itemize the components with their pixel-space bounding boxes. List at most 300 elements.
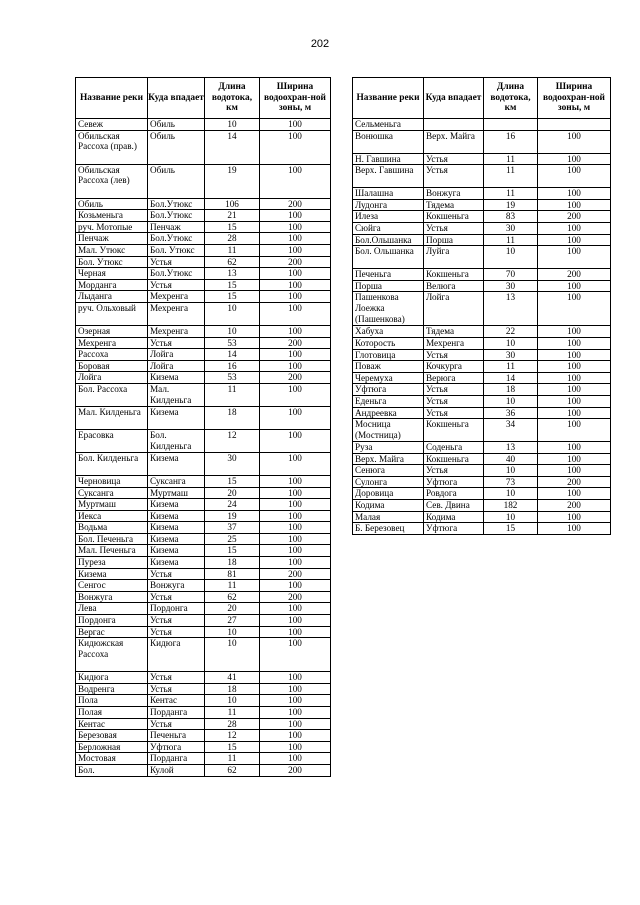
river-length: 10 <box>205 638 260 672</box>
table-row <box>76 568 331 580</box>
protection-width: 200 <box>538 269 611 281</box>
river-mouth: Верюга <box>424 372 484 384</box>
protection-width: 200 <box>260 256 331 268</box>
river-length: 15 <box>205 279 260 291</box>
river-name: Малая <box>353 511 424 523</box>
river-name: Бол. Килденьга <box>76 452 148 475</box>
table-row <box>353 130 611 153</box>
table-row <box>76 522 331 534</box>
river-mouth: Порданга <box>148 707 205 719</box>
river-name: Мосница (Мостница) <box>353 419 424 442</box>
river-mouth: Устья <box>148 591 205 603</box>
river-mouth: Кентас <box>148 695 205 707</box>
river-mouth: Устья <box>148 615 205 627</box>
river-length: 10 <box>205 302 260 325</box>
river-mouth: Вонжуга <box>424 188 484 200</box>
protection-width: 200 <box>260 764 331 776</box>
river-length: 11 <box>205 580 260 592</box>
river-name: Сенюга <box>353 465 424 477</box>
river-mouth: Суксанга <box>148 475 205 487</box>
river-mouth: Устья <box>148 568 205 580</box>
river-length: 30 <box>484 222 538 234</box>
river-name: Бол. Утюкс <box>76 256 148 268</box>
river-length: 13 <box>205 268 260 280</box>
river-length: 13 <box>484 442 538 454</box>
header-length: Длина водотока, км <box>484 78 538 119</box>
protection-width: 100 <box>260 557 331 569</box>
table-row <box>76 429 331 452</box>
river-length: 30 <box>205 452 260 475</box>
river-name: Кодима <box>353 500 424 512</box>
table-row <box>76 683 331 695</box>
protection-width: 100 <box>260 221 331 233</box>
protection-width: 100 <box>538 246 611 269</box>
protection-width: 100 <box>260 753 331 765</box>
protection-width: 100 <box>538 442 611 454</box>
river-name: Черемуха <box>353 372 424 384</box>
river-mouth: Обиль <box>148 130 205 164</box>
river-length: 18 <box>484 384 538 396</box>
protection-width: 100 <box>260 291 331 303</box>
river-name: Глотовица <box>353 349 424 361</box>
protection-width: 100 <box>538 337 611 349</box>
river-mouth: Бол. Килденьга <box>148 429 205 452</box>
table-row <box>76 707 331 719</box>
table-row <box>76 325 331 337</box>
protection-width: 100 <box>260 603 331 615</box>
protection-width: 100 <box>260 164 331 198</box>
river-length: 27 <box>205 615 260 627</box>
river-name: Боровая <box>76 360 148 372</box>
river-length: 16 <box>484 130 538 153</box>
river-name: Поваж <box>353 361 424 373</box>
river-mouth: Обиль <box>148 164 205 198</box>
protection-width <box>538 119 611 131</box>
river-mouth: Пенчаж <box>148 221 205 233</box>
river-name: Которость <box>353 337 424 349</box>
river-length: 15 <box>484 523 538 535</box>
river-mouth: Соденьга <box>424 442 484 454</box>
river-name: Вонжуга <box>76 591 148 603</box>
river-length: 14 <box>205 349 260 361</box>
river-mouth: Порша <box>424 234 484 246</box>
table-row <box>353 511 611 523</box>
table-row <box>353 523 611 535</box>
river-name: Озерная <box>76 325 148 337</box>
river-mouth: Мехренга <box>148 325 205 337</box>
table-row <box>76 764 331 776</box>
river-mouth: Устья <box>424 395 484 407</box>
header-mouth: Куда впадает <box>424 78 484 119</box>
river-name: Морданга <box>76 279 148 291</box>
table-row <box>76 730 331 742</box>
river-length: 11 <box>484 361 538 373</box>
river-length: 62 <box>205 591 260 603</box>
river-name: руч. Мотопые <box>76 221 148 233</box>
river-name: Водьма <box>76 522 148 534</box>
protection-width: 100 <box>260 545 331 557</box>
table-row <box>76 672 331 684</box>
protection-width: 100 <box>260 638 331 672</box>
table-row <box>76 753 331 765</box>
protection-width: 200 <box>260 591 331 603</box>
river-length: 37 <box>205 522 260 534</box>
table-row <box>76 279 331 291</box>
river-length: 70 <box>484 269 538 281</box>
river-name: Обильская Рассоха (лев) <box>76 164 148 198</box>
protection-width: 100 <box>538 407 611 419</box>
river-length: 10 <box>484 337 538 349</box>
river-length: 81 <box>205 568 260 580</box>
protection-width: 100 <box>260 302 331 325</box>
river-mouth: Кулой <box>148 764 205 776</box>
river-name: Лева <box>76 603 148 615</box>
river-mouth: Устья <box>424 153 484 165</box>
river-name: Лудонга <box>353 199 424 211</box>
river-name: Обиль <box>76 198 148 210</box>
river-length: 16 <box>205 360 260 372</box>
river-mouth: Лойга <box>424 292 484 326</box>
river-mouth: Кизема <box>148 557 205 569</box>
river-length: 24 <box>205 499 260 511</box>
protection-width: 100 <box>260 580 331 592</box>
river-name: Мал. Печеньга <box>76 545 148 557</box>
river-length: 11 <box>484 153 538 165</box>
river-mouth: Вонжуга <box>148 580 205 592</box>
river-mouth: Лойга <box>148 360 205 372</box>
table-row <box>353 488 611 500</box>
protection-width: 200 <box>538 500 611 512</box>
table-row <box>353 165 611 188</box>
river-name: Березовая <box>76 730 148 742</box>
river-name: Пола <box>76 695 148 707</box>
river-name: Мал. Утюкс <box>76 244 148 256</box>
table-row <box>76 256 331 268</box>
river-mouth: Устья <box>424 349 484 361</box>
river-length: 12 <box>205 429 260 452</box>
protection-width: 100 <box>260 499 331 511</box>
river-length: 19 <box>205 510 260 522</box>
river-name: Лыданга <box>76 291 148 303</box>
river-name: Мехренга <box>76 337 148 349</box>
river-length: 11 <box>484 234 538 246</box>
table-row <box>353 349 611 361</box>
river-mouth: Кокшеньга <box>424 269 484 281</box>
river-name: Бол. <box>76 764 148 776</box>
river-length: 15 <box>205 741 260 753</box>
river-mouth: Ровдога <box>424 488 484 500</box>
river-length: 11 <box>205 244 260 256</box>
river-mouth: Устья <box>148 626 205 638</box>
table-row <box>353 337 611 349</box>
river-name: Ерасовка <box>76 429 148 452</box>
table-row <box>76 210 331 222</box>
river-table-right <box>352 77 611 535</box>
river-name: Берложная <box>76 741 148 753</box>
table-row <box>353 442 611 454</box>
table-row <box>76 198 331 210</box>
river-length: 62 <box>205 256 260 268</box>
table-row <box>353 372 611 384</box>
river-mouth: Кокшеньга <box>424 453 484 465</box>
protection-width: 100 <box>260 533 331 545</box>
river-length: 14 <box>484 372 538 384</box>
river-mouth: Кочкурга <box>424 361 484 373</box>
river-length: 15 <box>205 221 260 233</box>
table-row <box>76 545 331 557</box>
protection-width: 100 <box>260 695 331 707</box>
river-mouth: Бол. Утюкс <box>148 244 205 256</box>
table-row <box>76 164 331 198</box>
protection-width: 100 <box>260 730 331 742</box>
table-row <box>76 130 331 164</box>
table-row <box>76 741 331 753</box>
river-length: 41 <box>205 672 260 684</box>
river-name: Сулонга <box>353 476 424 488</box>
table-row <box>76 302 331 325</box>
table-row <box>76 475 331 487</box>
table-row <box>76 406 331 429</box>
protection-width: 100 <box>538 465 611 477</box>
river-name: Суксанга <box>76 487 148 499</box>
river-mouth: Печеньга <box>148 730 205 742</box>
table-row <box>76 487 331 499</box>
river-length: 30 <box>484 349 538 361</box>
river-name: Руза <box>353 442 424 454</box>
river-mouth: Сев. Двина <box>424 500 484 512</box>
river-mouth: Устья <box>424 165 484 188</box>
river-mouth: Кизема <box>148 406 205 429</box>
river-length: 11 <box>205 753 260 765</box>
river-name: Черновица <box>76 475 148 487</box>
river-length: 10 <box>484 246 538 269</box>
protection-width: 100 <box>260 210 331 222</box>
river-mouth: Устья <box>424 465 484 477</box>
river-length: 28 <box>205 718 260 730</box>
river-mouth: Кизема <box>148 499 205 511</box>
river-name: Верх. Гавшина <box>353 165 424 188</box>
header-length: Длина водотока, км <box>205 78 260 119</box>
river-name: Пенчаж <box>76 233 148 245</box>
river-length: 22 <box>484 326 538 338</box>
table-row <box>353 280 611 292</box>
protection-width: 100 <box>538 280 611 292</box>
table-row <box>353 419 611 442</box>
table-row <box>76 557 331 569</box>
table-row <box>353 211 611 223</box>
river-mouth: Кизема <box>148 545 205 557</box>
header-width: Ширина водоохран-ной зоны, м <box>538 78 611 119</box>
river-name: Обильская Рассоха (прав.) <box>76 130 148 164</box>
protection-width: 100 <box>260 406 331 429</box>
table-row <box>353 326 611 338</box>
river-mouth: Устья <box>424 407 484 419</box>
river-name: Верх. Майга <box>353 453 424 465</box>
river-length: 20 <box>205 603 260 615</box>
table-row <box>76 349 331 361</box>
river-mouth: Тядема <box>424 199 484 211</box>
river-name: Доровица <box>353 488 424 500</box>
protection-width: 100 <box>538 292 611 326</box>
river-name: Лойга <box>76 372 148 384</box>
table-row <box>76 591 331 603</box>
river-length: 18 <box>205 406 260 429</box>
river-mouth: Кизема <box>148 510 205 522</box>
table-row <box>76 603 331 615</box>
header-name: Название реки <box>76 78 148 119</box>
table-row <box>76 695 331 707</box>
protection-width: 100 <box>538 222 611 234</box>
river-mouth: Кизема <box>148 522 205 534</box>
river-name: Б. Березовец <box>353 523 424 535</box>
protection-width: 100 <box>260 279 331 291</box>
river-name: Печеньга <box>353 269 424 281</box>
river-length: 19 <box>205 164 260 198</box>
protection-width: 100 <box>538 361 611 373</box>
table-row <box>353 361 611 373</box>
header-row <box>353 78 611 119</box>
river-mouth: Устья <box>424 384 484 396</box>
protection-width: 100 <box>538 349 611 361</box>
protection-width: 100 <box>538 395 611 407</box>
river-mouth: Пордонга <box>148 603 205 615</box>
table-row <box>76 233 331 245</box>
protection-width: 200 <box>538 211 611 223</box>
river-mouth: Бол.Утюкс <box>148 198 205 210</box>
protection-width: 100 <box>260 130 331 164</box>
protection-width: 100 <box>260 475 331 487</box>
river-mouth: Кизема <box>148 372 205 384</box>
river-mouth: Мал. Килденьга <box>148 383 205 406</box>
protection-width: 100 <box>260 452 331 475</box>
river-length: 19 <box>484 199 538 211</box>
river-name: Н. Гавшина <box>353 153 424 165</box>
river-name: Бол.Ольшанка <box>353 234 424 246</box>
river-name: Сенгос <box>76 580 148 592</box>
river-mouth: Устья <box>148 337 205 349</box>
river-length: 182 <box>484 500 538 512</box>
protection-width: 100 <box>260 718 331 730</box>
river-mouth: Кокшеньга <box>424 419 484 442</box>
river-length: 14 <box>205 130 260 164</box>
river-length: 10 <box>205 325 260 337</box>
river-length: 106 <box>205 198 260 210</box>
river-mouth: Обиль <box>148 119 205 131</box>
river-length: 11 <box>205 707 260 719</box>
river-length: 10 <box>484 395 538 407</box>
protection-width: 200 <box>260 337 331 349</box>
river-name: Полая <box>76 707 148 719</box>
river-length: 83 <box>484 211 538 223</box>
table-row <box>76 337 331 349</box>
river-name: Муртмаш <box>76 499 148 511</box>
protection-width: 200 <box>260 372 331 384</box>
river-name: Вергас <box>76 626 148 638</box>
protection-width: 200 <box>538 476 611 488</box>
river-mouth: Уфтюга <box>424 523 484 535</box>
river-mouth <box>424 119 484 131</box>
river-name: Сельменьга <box>353 119 424 131</box>
protection-width: 100 <box>538 165 611 188</box>
table-row <box>353 199 611 211</box>
river-name: Кидюжская Рассоха <box>76 638 148 672</box>
protection-width: 100 <box>260 487 331 499</box>
protection-width: 100 <box>260 383 331 406</box>
river-mouth: Луйга <box>424 246 484 269</box>
table-row <box>353 476 611 488</box>
river-mouth: Велюга <box>424 280 484 292</box>
table-row <box>76 718 331 730</box>
protection-width: 100 <box>538 234 611 246</box>
river-name: Вонюшка <box>353 130 424 153</box>
river-length: 18 <box>205 683 260 695</box>
table-row <box>353 234 611 246</box>
table-row <box>353 292 611 326</box>
river-mouth: Устья <box>148 683 205 695</box>
river-length: 36 <box>484 407 538 419</box>
river-length: 20 <box>205 487 260 499</box>
river-length: 10 <box>484 511 538 523</box>
table-row <box>76 372 331 384</box>
river-length: 40 <box>484 453 538 465</box>
river-length: 11 <box>484 165 538 188</box>
protection-width: 100 <box>538 453 611 465</box>
table-row <box>76 452 331 475</box>
river-name: Бол. Рассоха <box>76 383 148 406</box>
river-length: 10 <box>205 119 260 131</box>
river-length: 53 <box>205 337 260 349</box>
table-row <box>76 360 331 372</box>
river-name: Андреевка <box>353 407 424 419</box>
header-name: Название реки <box>353 78 424 119</box>
river-name: Черная <box>76 268 148 280</box>
protection-width: 100 <box>260 510 331 522</box>
protection-width: 100 <box>260 349 331 361</box>
river-mouth: Муртмаш <box>148 487 205 499</box>
river-name: Шалашна <box>353 188 424 200</box>
river-length: 12 <box>205 730 260 742</box>
protection-width: 100 <box>538 188 611 200</box>
river-mouth: Устья <box>148 279 205 291</box>
river-mouth: Мехренга <box>148 302 205 325</box>
river-name: Бол. Ольшанка <box>353 246 424 269</box>
river-mouth: Порданга <box>148 753 205 765</box>
protection-width: 200 <box>260 198 331 210</box>
river-name: Мал. Килденьга <box>76 406 148 429</box>
protection-width: 100 <box>538 326 611 338</box>
river-length: 28 <box>205 233 260 245</box>
river-length: 10 <box>205 626 260 638</box>
protection-width: 100 <box>538 419 611 442</box>
protection-width: 100 <box>260 244 331 256</box>
river-length: 73 <box>484 476 538 488</box>
protection-width: 100 <box>538 511 611 523</box>
river-mouth: Уфтюга <box>148 741 205 753</box>
table-row <box>76 383 331 406</box>
table-row <box>353 222 611 234</box>
protection-width: 100 <box>260 360 331 372</box>
table-row <box>76 119 331 131</box>
protection-width: 100 <box>260 741 331 753</box>
table-row <box>76 638 331 672</box>
protection-width: 200 <box>260 568 331 580</box>
river-length: 11 <box>484 188 538 200</box>
river-name: Кидюга <box>76 672 148 684</box>
protection-width: 100 <box>538 372 611 384</box>
protection-width: 100 <box>260 325 331 337</box>
river-length <box>484 119 538 131</box>
river-length: 13 <box>484 292 538 326</box>
